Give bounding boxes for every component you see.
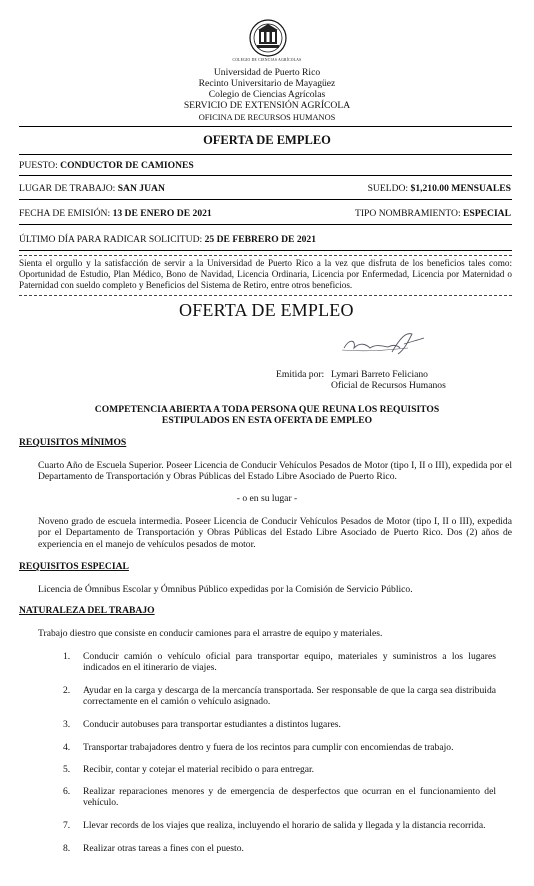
institution-seal — [248, 18, 288, 60]
requisitos-especial-heading: REQUISITOS ESPECIAL — [19, 561, 129, 572]
competencia-line-1: COMPETENCIA ABIERTA A TODA PERSONA QUE REUNA LOS REQUISITOS — [94, 404, 440, 415]
puesto-value: CONDUCTOR DE CAMIONES — [60, 160, 194, 171]
divider — [19, 224, 512, 225]
duty-number: 5. — [63, 764, 71, 775]
duty-text: Conducir camión o vehículo oficial para transportar equipo, materiales y suministros a los lugares indicados en el itinerario de viajes. — [83, 651, 496, 674]
duty-text: Realizar otras tareas a fines con el puesto. — [83, 843, 244, 854]
header-university: Universidad de Puerto Rico — [213, 67, 321, 78]
divider — [19, 199, 512, 200]
duty-number: 2. — [63, 685, 71, 696]
header-college: Colegio de Ciencias Agrícolas — [208, 89, 326, 100]
header-office: OFICINA DE RECURSOS HUMANOS — [198, 113, 336, 122]
divider — [19, 126, 512, 127]
puesto-field — [19, 160, 194, 171]
duty-number: 1. — [63, 651, 71, 662]
lugar-field — [19, 183, 165, 194]
signer-role: Oficial de Recursos Humanos — [331, 380, 446, 391]
duty-number: 8. — [63, 843, 71, 854]
competencia-line-2: ESTIPULADOS EN ESTA OFERTA DE EMPLEO — [161, 415, 373, 426]
duty-text: Conducir autobuses para transportar estudiantes a distintos lugares. — [83, 719, 341, 730]
requisitos-separator: - o en su lugar - — [236, 493, 298, 504]
sueldo-field — [368, 183, 511, 194]
requisitos-especial-text: Licencia de Ómnibus Escolar y Ómnibus Público expedidas por la Comisión de Servicio Público. — [38, 584, 413, 595]
naturaleza-heading: NATURALEZA DEL TRABAJO — [19, 605, 155, 616]
issued-by-label: Emitida por: — [276, 369, 325, 380]
header-service: SERVICIO DE EXTENSIÓN AGRÍCOLA — [183, 100, 351, 111]
ultimo-dia-value: 25 DE FEBRERO DE 2021 — [204, 234, 317, 245]
seal-caption: COLEGIO DE CIENCIAS AGRÍCOLAS — [232, 58, 302, 62]
duty-text: Recibir, contar y cotejar el material recibido o para entregar. — [83, 764, 315, 775]
requisitos-minimos-heading: REQUISITOS MÍNIMOS — [19, 437, 127, 448]
duty-number: 6. — [63, 786, 71, 797]
lugar-label: LUGAR DE TRABAJO: — [19, 183, 116, 194]
duty-text: Realizar reparaciones menores y de emergencia de desperfectos que ocurran en el funcionamiento del vehículo. — [83, 786, 496, 809]
signer-name: Lymari Barreto Feliciano — [331, 369, 428, 380]
requisitos-minimos-option-2: Noveno grado de escuela intermedia. Poseer Licencia de Conducir Vehículos Pesados de Motor (tipo I, II o III), expedida por el Departamento de Transportación y Obras Públicas del Estado Libre Asociado de Puerto Rico. Dos (2) años de experiencia en el manejo de vehículos pesados de motor. — [38, 516, 512, 550]
duty-text: Ayudar en la carga y descarga de la mercancía transportada. Ser responsable de que la carga sea distribuida correctamente en el camión o vehículo asignado. — [83, 685, 496, 708]
fecha-field — [19, 208, 212, 219]
fecha-value: 13 DE ENERO DE 2021 — [112, 208, 212, 219]
sueldo-value: $1,210.00 MENSUALES — [410, 183, 511, 194]
benefits-text: Sienta el orgullo y la satisfacción de servir a la Universidad de Puerto Rico a la vez que disfruta de los beneficios tales como: Oportunidad de Estudio, Plan Médico, Bono de Navidad, Licencia Ordinaria, Licencia por Enfermedad, Licencia por Maternidad o Paternidad con sueldo completo y Beneficios del Sistema de Retiro, entre otros beneficios. — [19, 258, 512, 291]
divider — [19, 175, 512, 176]
duty-number: 3. — [63, 719, 71, 730]
dashed-divider — [19, 255, 512, 256]
document-title: OFERTA DE EMPLEO — [203, 133, 331, 147]
duty-number: 7. — [63, 820, 71, 831]
naturaleza-intro: Trabajo diestro que consiste en conducir camiones para el arrastre de equipo y materiales. — [38, 628, 383, 639]
duty-text: Transportar trabajadores dentro y fuera de los recintos para cumplir con encomiendas de trabajo. — [83, 742, 454, 753]
tipo-value: ESPECIAL — [463, 208, 511, 219]
dashed-divider — [19, 295, 512, 296]
puesto-label: PUESTO: — [19, 160, 58, 171]
header-campus: Recinto Universitario de Mayagüez — [198, 78, 336, 89]
lugar-value: SAN JUAN — [117, 183, 165, 194]
divider — [19, 154, 512, 155]
tipo-label: TIPO NOMBRAMIENTO: — [354, 208, 461, 219]
fecha-label: FECHA DE EMISIÓN: — [19, 208, 111, 219]
requisitos-minimos-option-1: Cuarto Año de Escuela Superior. Poseer Licencia de Conducir Vehículos Pesados de Motor (tipo I, II o III), expedida por el Departamento de Transportación y Obras Públicas del Estado Libre Asociado de Puerto Rico. — [38, 460, 512, 483]
tipo-field — [355, 208, 511, 219]
duty-text: Llevar records de los viajes que realiza, incluyendo el horario de salida y llegada y la distancia recorrida. — [83, 820, 486, 831]
main-title: OFERTA DE EMPLEO — [179, 300, 354, 320]
duty-number: 4. — [63, 742, 71, 753]
sueldo-label: SUELDO: — [367, 183, 409, 194]
handwritten-signature — [338, 328, 428, 358]
divider — [19, 250, 512, 251]
ultimo-dia-field — [19, 234, 316, 245]
ultimo-dia-label: ÚLTIMO DÍA PARA RADICAR SOLICITUD: — [19, 234, 203, 245]
